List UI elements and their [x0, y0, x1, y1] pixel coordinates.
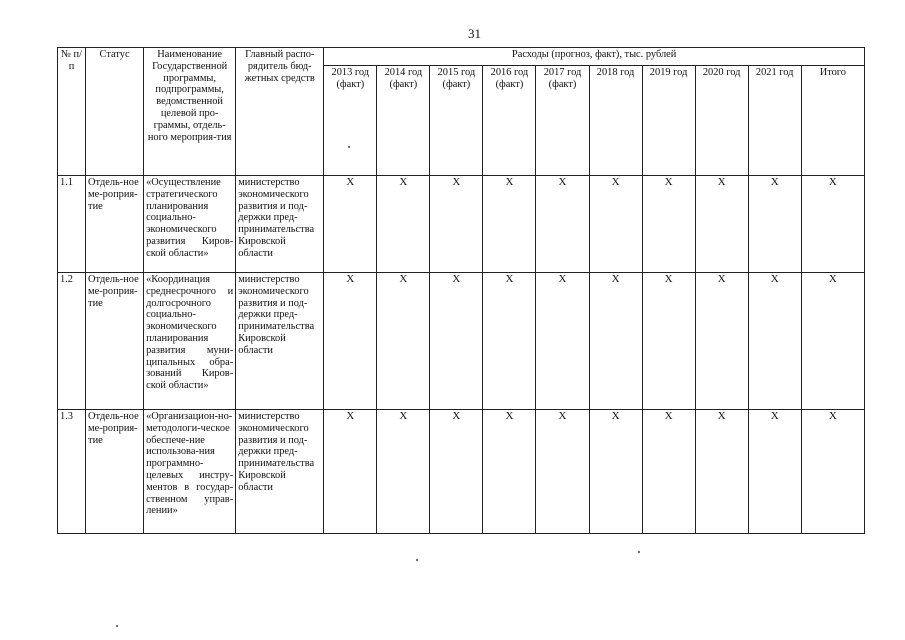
table-row — [58, 410, 865, 534]
cell-mark: X — [589, 273, 642, 410]
row-number: 1.2 — [58, 273, 86, 410]
row-number: 1.3 — [58, 410, 86, 534]
row-ministry: министерство экономического развития и под-держки пред-принимательства Кировской области — [236, 410, 324, 534]
header-year: 2018 год — [589, 66, 642, 176]
header-ministry: Главный распо-рядитель бюд-жетных средств — [236, 48, 324, 176]
header-year: 2014 год (факт) — [377, 66, 430, 176]
table-row — [58, 176, 865, 273]
row-ministry: министерство экономического развития и под-держки пред-принимательства Кировской области — [236, 176, 324, 273]
cell-mark: X — [589, 410, 642, 534]
scan-speck — [348, 146, 350, 148]
cell-mark: X — [695, 410, 748, 534]
cell-mark: X — [589, 176, 642, 273]
header-expenses: Расходы (прогноз, факт), тыс. рублей — [324, 48, 865, 66]
cell-mark: X — [695, 273, 748, 410]
cell-mark: X — [642, 273, 695, 410]
header-year: 2019 год — [642, 66, 695, 176]
scan-speck — [416, 559, 418, 561]
row-name: «Организацион-но-методологи-ческое обеспече-ние использова-ния программно-целевых инстру-ментов в государ-ственном управ-лении» — [144, 410, 236, 534]
cell-mark: X — [801, 273, 864, 410]
cell-mark: X — [748, 273, 801, 410]
expenses-table — [57, 47, 865, 534]
header-year: 2015 год (факт) — [430, 66, 483, 176]
header-year: 2020 год — [695, 66, 748, 176]
header-year: 2021 год — [748, 66, 801, 176]
cell-mark: X — [430, 273, 483, 410]
scan-speck — [638, 551, 640, 553]
cell-mark: X — [324, 176, 377, 273]
cell-mark: X — [377, 410, 430, 534]
header-year: 2017 год (факт) — [536, 66, 589, 176]
header-num: № п/п — [58, 48, 86, 176]
row-ministry: министерство экономического развития и под-держки пред-принимательства Кировской области — [236, 273, 324, 410]
cell-mark: X — [430, 410, 483, 534]
header-total: Итого — [801, 66, 864, 176]
cell-mark: X — [536, 176, 589, 273]
row-name: «Осуществление стратегического планирования социально-экономического развития Киров-ской области» — [144, 176, 236, 273]
header-year: 2016 год (факт) — [483, 66, 536, 176]
header-year: 2013 год (факт) — [324, 66, 377, 176]
cell-mark: X — [483, 410, 536, 534]
cell-mark: X — [377, 273, 430, 410]
cell-mark: X — [483, 176, 536, 273]
cell-mark: X — [324, 410, 377, 534]
cell-mark: X — [748, 410, 801, 534]
header-status: Статус — [86, 48, 144, 176]
page-number: 31 — [468, 26, 481, 41]
cell-mark: X — [430, 176, 483, 273]
cell-mark: X — [801, 410, 864, 534]
table-row — [58, 273, 865, 410]
cell-mark: X — [695, 176, 748, 273]
cell-mark: X — [801, 176, 864, 273]
row-name: «Координация среднесрочного и долгосрочного социально-экономического планирования развития муни-ципальных обра-зований Киров-ской области» — [144, 273, 236, 410]
cell-mark: X — [377, 176, 430, 273]
header-name: Наименование Государственной программы, подпрограммы, ведомственной целевой про-граммы, отдель-ного мероприя-тия — [144, 48, 236, 176]
row-status: Отдель-ное ме-роприя-тие — [86, 410, 144, 534]
cell-mark: X — [642, 176, 695, 273]
cell-mark: X — [748, 176, 801, 273]
cell-mark: X — [483, 273, 536, 410]
scan-speck — [116, 625, 118, 627]
row-number: 1.1 — [58, 176, 86, 273]
cell-mark: X — [536, 273, 589, 410]
row-status: Отдель-ное ме-роприя-тие — [86, 273, 144, 410]
cell-mark: X — [536, 410, 589, 534]
cell-mark: X — [324, 273, 377, 410]
cell-mark: X — [642, 410, 695, 534]
row-status: Отдель-ное ме-роприя-тие — [86, 176, 144, 273]
